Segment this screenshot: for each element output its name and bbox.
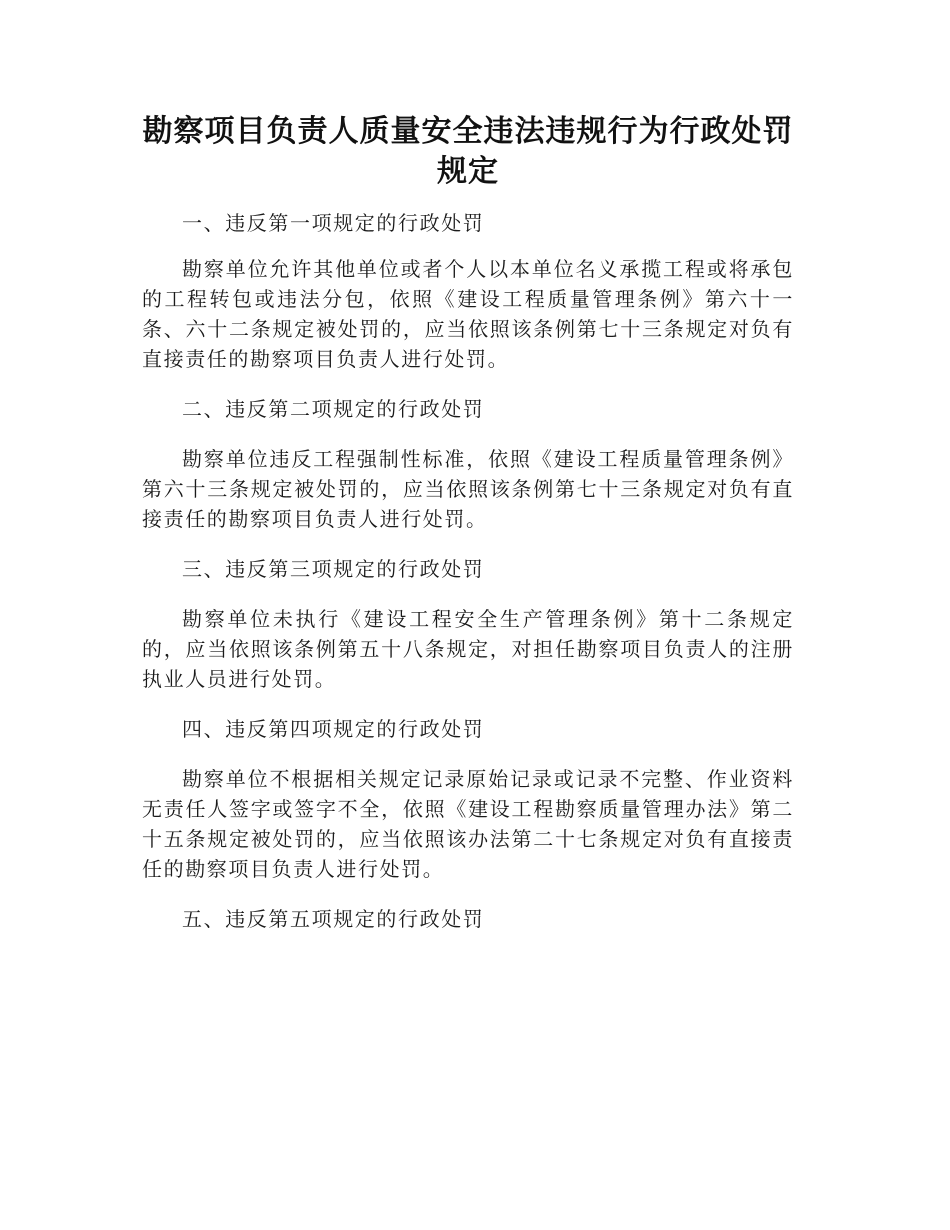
section-2-heading: 二、违反第二项规定的行政处罚	[182, 397, 485, 421]
document-title-line-2: 规定	[437, 154, 499, 189]
document-title	[142, 112, 794, 192]
document-title-line-1: 勘察项目负责人质量安全违法违规行为行政处罚	[142, 114, 794, 149]
section-1-body: 勘察单位允许其他单位或者个人以本单位名义承揽工程或将承包的工程转包或违法分包，依照《建设工程质量管理条例》第六十一条、六十二条规定被处罚的，应当依照该条例第七十三条规定对负有直接责任的勘察项目负责人进行处罚。	[142, 257, 794, 371]
section-4-body: 勘察单位不根据相关规定记录原始记录或记录不完整、作业资料无责任人签字或签字不全，依照《建设工程勘察质量管理办法》第二十五条规定被处罚的，应当依照该办法第二十七条规定对负有直接责任的勘察项目负责人进行处罚。	[142, 767, 794, 881]
section-2-body: 勘察单位违反工程强制性标准，依照《建设工程质量管理条例》第六十三条规定被处罚的，应当依照该条例第七十三条规定对负有直接责任的勘察项目负责人进行处罚。	[142, 447, 794, 531]
section-5-heading: 五、违反第五项规定的行政处罚	[182, 907, 485, 931]
section-3-heading: 三、违反第三项规定的行政处罚	[182, 557, 485, 581]
section-3-body: 勘察单位未执行《建设工程安全生产管理条例》第十二条规定的，应当依照该条例第五十八条规定，对担任勘察项目负责人的注册执业人员进行处罚。	[142, 607, 794, 691]
document-page	[142, 112, 794, 934]
section-1-heading: 一、违反第一项规定的行政处罚	[182, 211, 485, 235]
section-4-heading: 四、违反第四项规定的行政处罚	[182, 717, 485, 741]
